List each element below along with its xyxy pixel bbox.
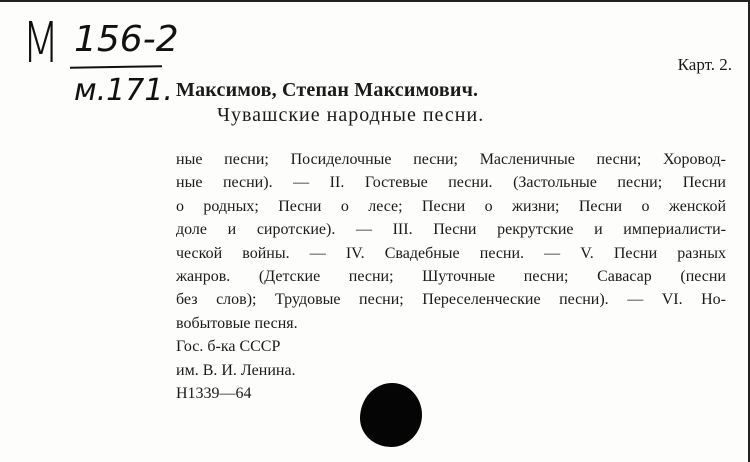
author-heading: Максимов, Степан Максимович. <box>176 79 479 101</box>
punched-hole <box>360 383 422 447</box>
card-content <box>176 148 726 405</box>
description-line: вобытовые песня. <box>176 314 298 332</box>
inventory-number: Н1339—64 <box>176 384 252 402</box>
description-line: ческой войны. — IV. Свадебные песни. — V. Песни разных <box>176 244 726 262</box>
card-top-edge <box>0 0 750 2</box>
call-number-bottom: м.171. <box>74 73 173 108</box>
card-number: Карт. 2. <box>677 55 732 74</box>
description-line: ные песни). — II. Гостевые песни. (Застольные песни; Песни <box>176 174 726 192</box>
call-number-letter: М <box>22 11 60 76</box>
description-line: доле и сиротские). — III. Песни рекрутские и империалисти- <box>176 221 726 239</box>
description-line: жанров. (Детские песни; Шуточные песни; Савасар (песни <box>176 267 726 285</box>
call-number-divider <box>70 65 162 69</box>
description-line: ные песни; Посиделочные песни; Масленичные песни; Хоровод- <box>176 151 726 168</box>
call-number-top: 156-2 <box>74 19 179 60</box>
work-title: Чувашские народные песни. <box>217 104 485 126</box>
description-line: о родных; Песни о лесе; Песни о жизни; Песни о женской <box>176 197 726 215</box>
description-line: без слов); Трудовые песни; Переселенческие песни). — VI. Но- <box>176 291 726 309</box>
library-name-line-2: им. В. И. Ленина. <box>176 361 296 379</box>
library-name-line-1: Гос. б-ка СССР <box>176 338 281 356</box>
